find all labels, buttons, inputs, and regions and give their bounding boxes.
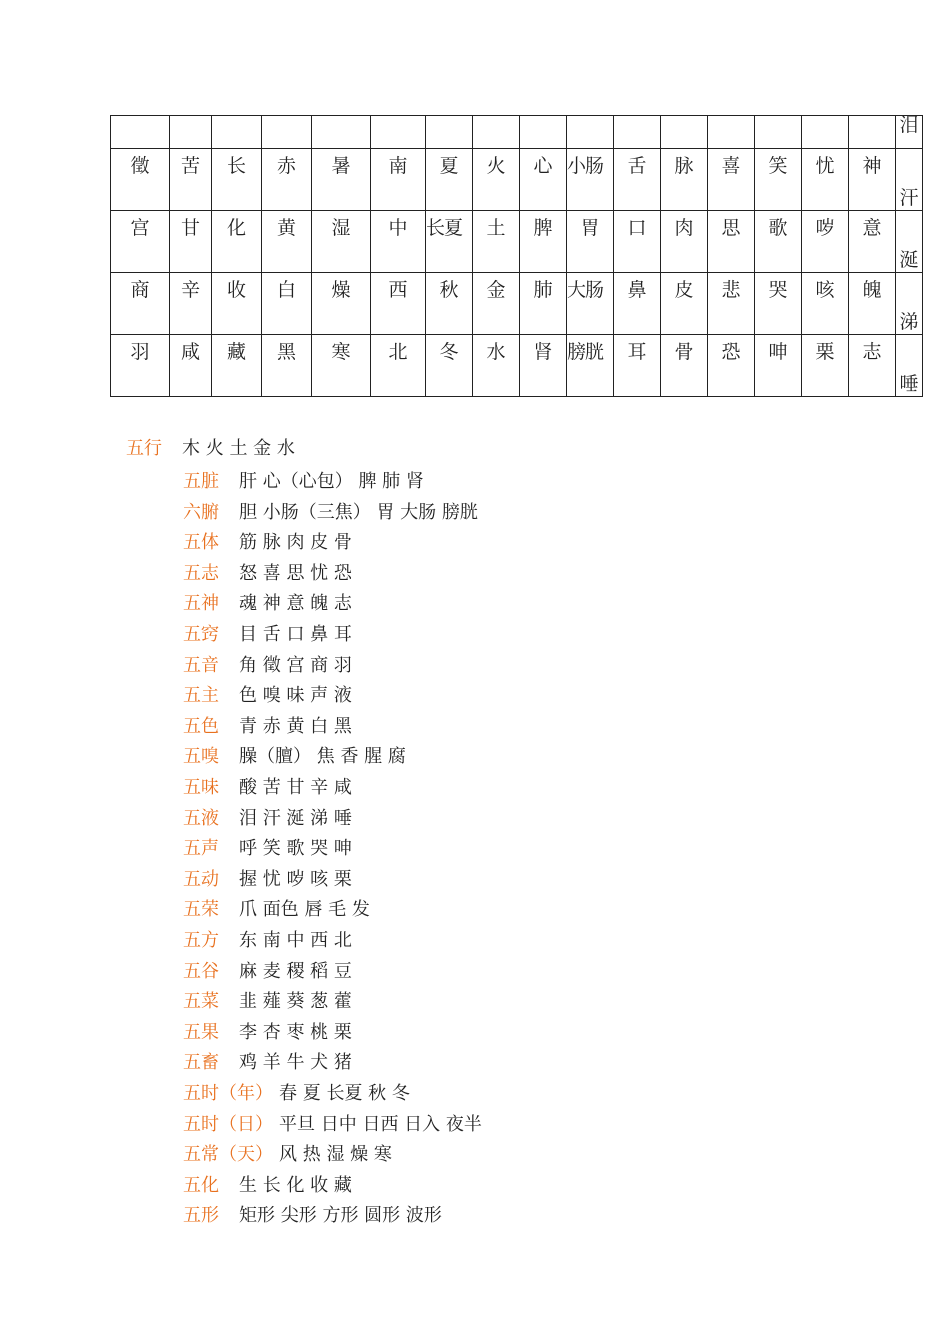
table-cell: 燥 [312, 273, 371, 335]
table-extra-cell: 唾 [896, 335, 923, 397]
item-value: 东 南 中 西 北 [239, 930, 352, 951]
table-cell: 意 [849, 211, 896, 273]
table-extra-cell: 涕 [896, 273, 923, 335]
table-cell: 胃 [567, 211, 614, 273]
table-cell: 神 [849, 149, 896, 211]
table-cell: 长夏 [426, 211, 473, 273]
table-cell: 歌 [755, 211, 802, 273]
table-cell: 寒 [312, 335, 371, 397]
table-cell: 藏 [212, 335, 262, 397]
item-label: 五时 [183, 1113, 219, 1135]
item-label: 五方 [183, 930, 219, 951]
item-label: 五时 [183, 1083, 219, 1104]
list-item [183, 961, 352, 983]
table-cell: 苦 [170, 149, 212, 211]
item-value: 李 杏 枣 桃 栗 [239, 1021, 352, 1043]
table-cell: 大肠 [567, 273, 614, 335]
list-item [183, 502, 478, 524]
table-cell: 秋 [426, 273, 473, 335]
item-label: 五色 [183, 715, 219, 737]
table-extra-cell: 汗 [896, 149, 923, 211]
item-label: 五谷 [183, 960, 219, 982]
list-item [183, 930, 352, 952]
table-cell: 肺 [520, 273, 567, 335]
item-value: 呼 笑 歌 哭 呻 [239, 838, 352, 860]
item-value: 平旦 日中 日西 日入 夜半 [279, 1113, 482, 1135]
table-cell: 喜 [708, 149, 755, 211]
table-cell: 耳 [614, 335, 661, 397]
table-cell: 呻 [755, 335, 802, 397]
table-cell: 白 [262, 273, 312, 335]
table-cell: 湿 [312, 211, 371, 273]
list-item [183, 869, 352, 891]
item-value: 魂 神 意 魄 志 [239, 593, 352, 615]
table-cell: 冬 [426, 335, 473, 397]
list-item [183, 471, 424, 493]
item-label: 五菜 [183, 991, 219, 1013]
table-cell: 火 [473, 149, 520, 211]
table-cell: 皮 [661, 273, 708, 335]
item-label-qualifier: （年） [219, 1083, 273, 1104]
table-cell: 商 [111, 273, 170, 335]
table-cell: 中 [371, 211, 426, 273]
item-value: 酸 苦 甘 辛 咸 [239, 777, 352, 798]
list-item [183, 1205, 442, 1227]
list-item [183, 655, 352, 677]
list-item [183, 991, 352, 1013]
item-value: 目 舌 口 鼻 耳 [239, 624, 352, 645]
table-cell: 辛 [170, 273, 212, 335]
item-label-qualifier: （日） [219, 1113, 273, 1135]
table-cell: 骨 [661, 335, 708, 397]
item-label: 五荣 [183, 899, 219, 921]
item-value: 肝 心（心包） 脾 肺 肾 [239, 471, 424, 492]
list-item [183, 532, 352, 554]
table-cell: 小肠 [567, 149, 614, 211]
item-value: 泪 汗 涎 涕 唾 [239, 807, 352, 829]
table-cell: 咳 [802, 273, 849, 335]
table-cell: 舌 [614, 149, 661, 211]
table-cell: 赤 [262, 149, 312, 211]
table-cell: 肾 [520, 335, 567, 397]
item-value: 矩形 尖形 方形 圆形 波形 [239, 1205, 442, 1227]
table-cell: 甘 [170, 211, 212, 273]
table-cell: 长 [212, 149, 262, 211]
table-cell: 心 [520, 149, 567, 211]
list-item [183, 685, 352, 707]
table-cell: 哭 [755, 273, 802, 335]
item-label: 五常 [183, 1144, 219, 1166]
table-cell: 脾 [520, 211, 567, 273]
table-cell: 鼻 [614, 273, 661, 335]
item-label: 五脏 [183, 471, 219, 492]
item-label: 五声 [183, 838, 219, 860]
table-cell: 悲 [708, 273, 755, 335]
list-item [183, 593, 352, 615]
item-label: 五化 [183, 1174, 219, 1196]
item-value: 色 嗅 味 声 液 [239, 685, 352, 707]
table-cell: 恐 [708, 335, 755, 397]
table-cell: 收 [212, 273, 262, 335]
table-cell: 西 [371, 273, 426, 335]
item-value: 鸡 羊 牛 犬 猪 [239, 1052, 352, 1074]
item-value: 麻 麦 稷 稻 豆 [239, 960, 352, 982]
list-item [183, 716, 352, 738]
item-label: 五形 [183, 1205, 219, 1227]
item-value: 胆 小肠（三焦） 胃 大肠 膀胱 [239, 501, 478, 523]
list-item [183, 563, 352, 585]
item-value: 春 夏 长夏 秋 冬 [279, 1083, 410, 1104]
list-item [183, 624, 352, 646]
table-cell: 水 [473, 335, 520, 397]
table-cell: 黑 [262, 335, 312, 397]
item-value: 韭 薤 葵 葱 藿 [239, 991, 352, 1013]
list-item [183, 1083, 410, 1105]
item-label: 五窍 [183, 624, 219, 645]
table-cell: 栗 [802, 335, 849, 397]
item-value: 木 火 土 金 水 [182, 438, 295, 459]
item-label: 六腑 [183, 501, 219, 523]
list-item [183, 1114, 482, 1136]
item-label: 五体 [183, 532, 219, 554]
table-cell: 暑 [312, 149, 371, 211]
item-value: 青 赤 黄 白 黑 [239, 715, 352, 737]
item-value: 角 徵 宫 商 羽 [239, 654, 352, 676]
item-value: 筋 脉 肉 皮 骨 [239, 532, 352, 554]
table-cell: 膀胱 [567, 335, 614, 397]
table-cell: 北 [371, 335, 426, 397]
list-item [183, 1052, 352, 1074]
list-item [183, 746, 406, 768]
item-value: 风 热 湿 燥 寒 [279, 1144, 392, 1166]
table-cell: 土 [473, 211, 520, 273]
item-value: 臊（膻） 焦 香 腥 腐 [239, 746, 406, 768]
item-label: 五主 [183, 685, 219, 707]
table-cell: 羽 [111, 335, 170, 397]
item-label: 五畜 [183, 1052, 219, 1074]
table-cell: 志 [849, 335, 896, 397]
list-item [183, 777, 352, 799]
table-cell: 魄 [849, 273, 896, 335]
table-cell: 口 [614, 211, 661, 273]
table-cell: 忧 [802, 149, 849, 211]
table-cell: 宫 [111, 211, 170, 273]
item-value: 怒 喜 思 忧 恐 [239, 562, 352, 584]
table-cell: 黄 [262, 211, 312, 273]
item-label: 五志 [183, 562, 219, 584]
table-cell: 思 [708, 211, 755, 273]
list-item [183, 1175, 352, 1197]
item-label: 五嗅 [183, 746, 219, 768]
item-label: 五动 [183, 868, 219, 890]
table-cell: 南 [371, 149, 426, 211]
table-cell: 夏 [426, 149, 473, 211]
table-cell: 化 [212, 211, 262, 273]
item-label: 五味 [183, 777, 219, 798]
item-label-qualifier: （天） [219, 1144, 273, 1166]
list-item [183, 1144, 392, 1166]
item-label: 五神 [183, 593, 219, 615]
list-item [183, 899, 370, 921]
table-cell: 咸 [170, 335, 212, 397]
item-label: 五果 [183, 1021, 219, 1043]
item-label: 五音 [183, 654, 219, 676]
item-value: 握 忧 哕 咳 栗 [239, 868, 352, 890]
table-extra-cell: 涎 [896, 211, 923, 273]
table-cell: 徵 [111, 149, 170, 211]
table-cell: 笑 [755, 149, 802, 211]
list-item [126, 438, 295, 460]
table-cell: 肉 [661, 211, 708, 273]
item-label: 五液 [183, 807, 219, 829]
table-cell: 脉 [661, 149, 708, 211]
item-value: 爪 面色 唇 毛 发 [239, 899, 370, 921]
list-item [183, 838, 352, 860]
table-extra-cell: 泪 [896, 116, 923, 149]
list-item [183, 1022, 352, 1044]
item-label: 五行 [126, 438, 162, 459]
item-value: 生 长 化 收 藏 [239, 1174, 352, 1196]
list-item [183, 808, 352, 830]
table-cell: 金 [473, 273, 520, 335]
table-cell: 哕 [802, 211, 849, 273]
